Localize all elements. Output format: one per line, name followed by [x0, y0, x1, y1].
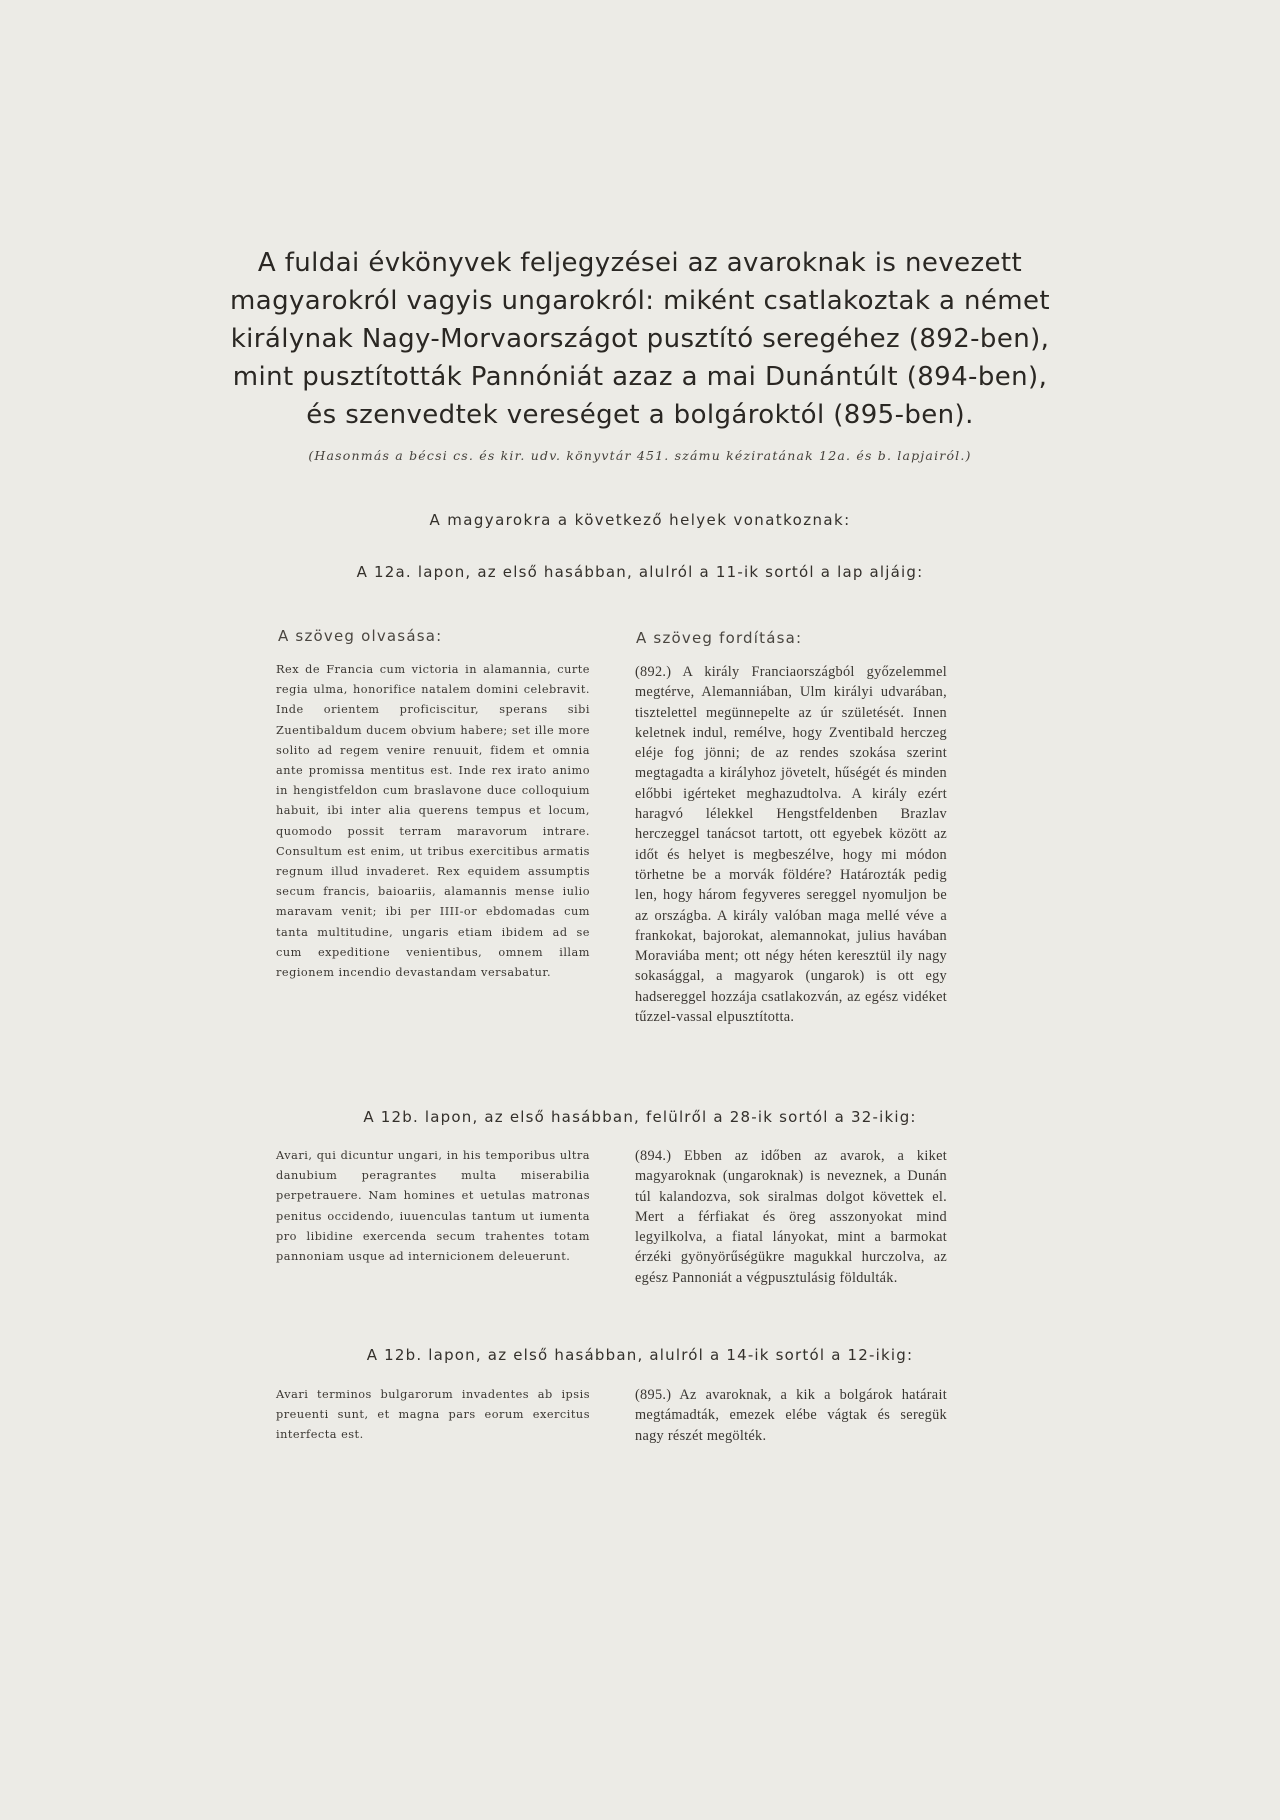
section-heading-12b-top: A 12b. lapon, az első hasábban, felülről a 28-ik sortól a 32-ikig:	[363, 1108, 917, 1126]
page-title	[200, 244, 1080, 434]
intro-text: A magyarokra a következő helyek vonatkoznak:	[429, 511, 851, 529]
title-line: magyarokról vagyis ungarokról: miként csatlakoztak a német	[230, 286, 1050, 316]
source-caption: (Hasonmás a bécsi cs. és kir. udv. könyvtár 451. számu kéziratának 12a. és b. lapjairól.)	[308, 448, 972, 463]
title-line: A fuldai évkönyvek feljegyzései az avaroknak is nevezett	[257, 248, 1023, 278]
hungarian-translation-895: (895.) Az avaroknak, a kik a bolgárok határait megtámadták, emezek elébe vágtak és seregük nagy részét megölték.	[635, 1387, 947, 1444]
section-heading-12b-bottom: A 12b. lapon, az első hasábban, alulról a 14-ik sortól a 12-ikig:	[366, 1346, 914, 1364]
latin-text-894: Avari, qui dicuntur ungari, in his temporibus ultra danubium peragrantes multa miserabilia perpetrauere. Nam homines et uetulas matronas penitus occidendo, iuuenculas tantum ut iumenta pro libidine exercenda secum trahentes totam pannoniam usque ad internicionem deleuerunt.	[276, 1149, 590, 1264]
hungarian-translation-894: (894.) Ebben az időben az avarok, a kiket magyaroknak (ungaroknak) is neveznek, a Dunán túl kalandozva, sok siralmas dolgot követtek el. Mert a férfiakat és öreg asszonyokat mind legyilkolva, a fiatal lányokat, mint a barmokat érzéki gyönyörűségükre magukkal hurczolva, az egész Pannoniát a végpusztulásig földulták.	[635, 1148, 947, 1286]
reading-column-heading: A szöveg olvasása:	[278, 627, 443, 645]
translation-column-heading: A szöveg fordítása:	[636, 629, 803, 647]
latin-text-892: Rex de Francia cum victoria in alamannia, curte regia ulma, honorifice natalem domini celebravit. Inde orientem proficiscitur, sperans sibi Zuentibaldum ducem obvium habere; set ille more solito ad regem venire renuuit, fidem et omnia ante promissa mentitus est. Inde rex irato animo in hengistfeldon cum braslavone duce colloquium habuit, ibi inter alia querens tempus et locum, quomodo possit terram maravorum intrare. Consultum est enim, ut tribus exercitibus armatis regnum illud invaderet. Rex equidem assumptis secum francis, baioariis, alamannis mense iulio maravam venit; ibi per IIII-or ebdomadas cum tanta multitudine, ungaris etiam ibidem ad se cum expeditione venientibus, omnem illam regionem incendio devastandam versabatur.	[276, 663, 590, 980]
title-line: és szenvedtek vereséget a bolgároktól (895-ben).	[306, 400, 974, 430]
title-line: királynak Nagy-Morvaországot pusztító seregéhez (892-ben),	[230, 324, 1050, 354]
hungarian-translation-892: (892.) A király Franciaországból győzelemmel megtérve, Alemanniában, Ulm királyi udvarában, tisztelettel megünnepelte az úr születését. Innen keletnek indul, remélve, hogy Zventibald herczeg eléje fog jönni; de az rendes szokása szerint megtagadta a királyhoz jövetelt, hűségét és minden előbbi igérteket meghazudtolva. A király ezért haragvó lélekkel Hengstfeldenben Brazlav herczeggel tanácsot tartott, ott egyebek között az időt és helyet is megbeszélve, hogy mi módon törhetne be a morvák földére? Határozták pedig len, hogy három fegyveres sereggel nyomuljon be az országba. A király valóban maga mellé véve a frankokat, bajorokat, alemannokat, julius havában Moraviába ment; ott négy héten keresztül ily nagy sokasággal, a magyarok (ungarok) is ott egy hadsereggel hozzája csatlakozván, az egész vidéket tűzzel-vassal elpusztította.	[635, 664, 947, 1026]
title-line: mint pusztították Pannóniát azaz a mai Dunántúlt (894-ben),	[232, 362, 1048, 392]
latin-text-895: Avari terminos bulgarorum invadentes ab ipsis preuenti sunt, et magna pars eorum exercitus interfecta est.	[276, 1388, 590, 1442]
section-heading-12a: A 12a. lapon, az első hasábban, alulról a 11-ik sortól a lap aljáig:	[356, 563, 924, 581]
